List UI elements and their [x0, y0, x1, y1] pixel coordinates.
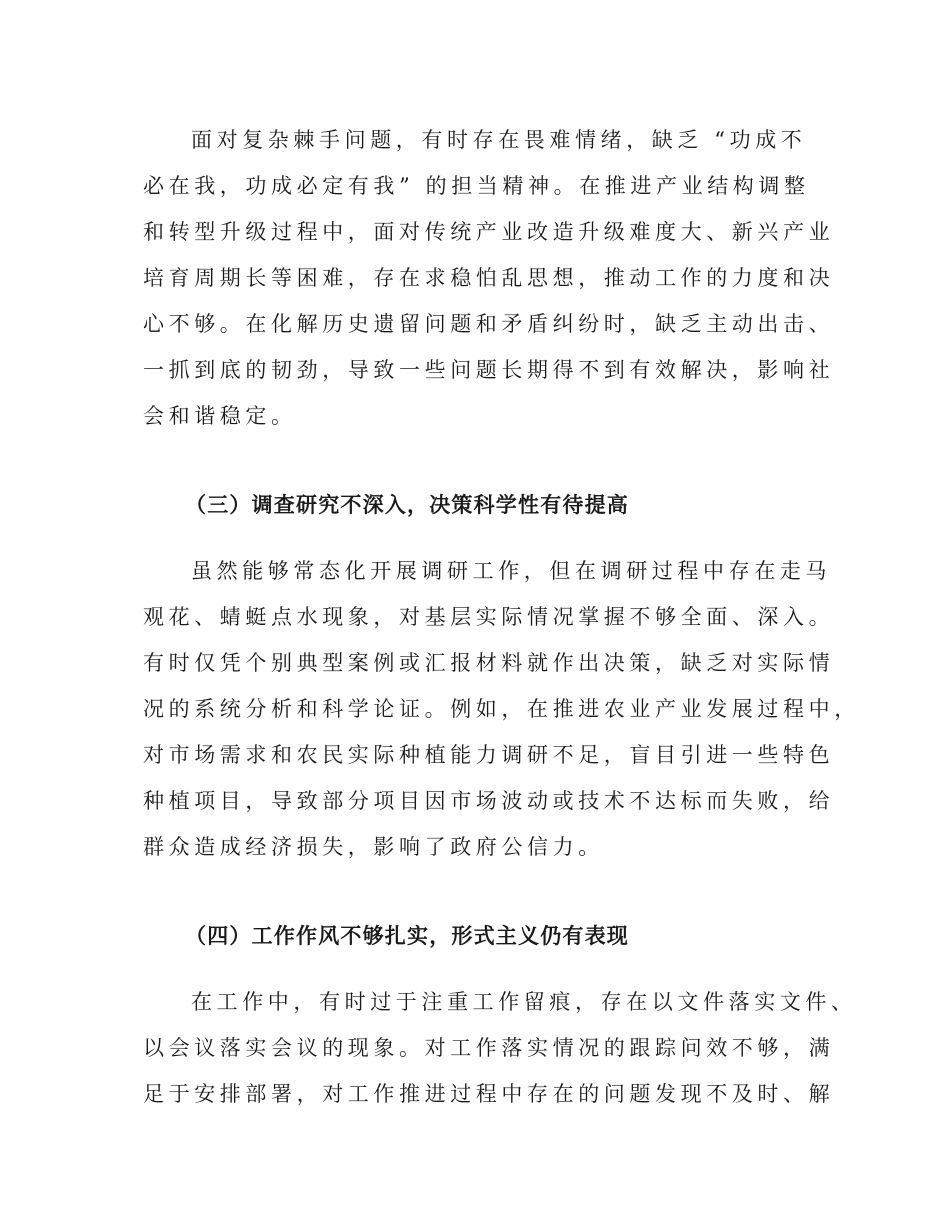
- paragraph-line: 对市场需求和农民实际种植能力调研不足，盲目引进一些特色: [143, 743, 835, 767]
- paragraph-line: 况的系统分析和科学论证。例如，在推进农业产业发展过程中，: [143, 697, 860, 721]
- section-heading: （四）工作作风不够扎实，形式主义仍有表现: [185, 924, 629, 948]
- paragraph-line: 有时仅凭个别典型案例或汇报材料就作出决策，缺乏对实际情: [143, 651, 835, 675]
- paragraph-line: 虽然能够常态化开展调研工作，但在调研过程中存在走马: [191, 559, 831, 583]
- section-heading-3: [143, 482, 823, 528]
- paragraph-line: 群众造成经济损失，影响了政府公信力。: [143, 835, 604, 859]
- paragraph-line: 观花、蜻蜓点水现象，对基层实际情况掌握不够全面、深入。: [143, 605, 835, 629]
- paragraph-line: 心不够。在化解历史遗留问题和矛盾纠纷时，缺乏主动出击、: [143, 312, 835, 336]
- section-heading-4: [143, 913, 823, 959]
- paragraph-line: 足于安排部署，对工作推进过程中存在的问题发现不及时、解: [143, 1082, 835, 1106]
- paragraph-line: 以会议落实会议的现象。对工作落实情况的跟踪问效不够，满: [143, 1036, 835, 1060]
- paragraph-3: [143, 979, 857, 1117]
- paragraph-line: 培育周期长等困难，存在求稳怕乱思想，推动工作的力度和决: [143, 266, 835, 290]
- paragraph-line: 和转型升级过程中，面对传统产业改造升级难度大、新兴产业: [143, 220, 835, 244]
- paragraph-line: 会和谐稳定。: [143, 404, 297, 428]
- paragraph-line: 面对复杂棘手问题，有时存在畏难情绪，缺乏 “功成不: [191, 128, 807, 152]
- paragraph-line: 必在我，功成必定有我” 的担当精神。在推进产业结构调整: [143, 174, 810, 198]
- section-heading: （三）调查研究不深入，决策科学性有待提高: [185, 493, 629, 517]
- paragraph-1: [143, 117, 835, 439]
- paragraph-line: 种植项目，导致部分项目因市场波动或技术不达标而失败，给: [143, 789, 835, 813]
- paragraph-line: 在工作中，有时过于注重工作留痕，存在以文件落实文件、: [191, 990, 857, 1014]
- paragraph-2: [143, 548, 860, 870]
- paragraph-line: 一抓到底的韧劲，导致一些问题长期得不到有效解决，影响社: [143, 358, 835, 382]
